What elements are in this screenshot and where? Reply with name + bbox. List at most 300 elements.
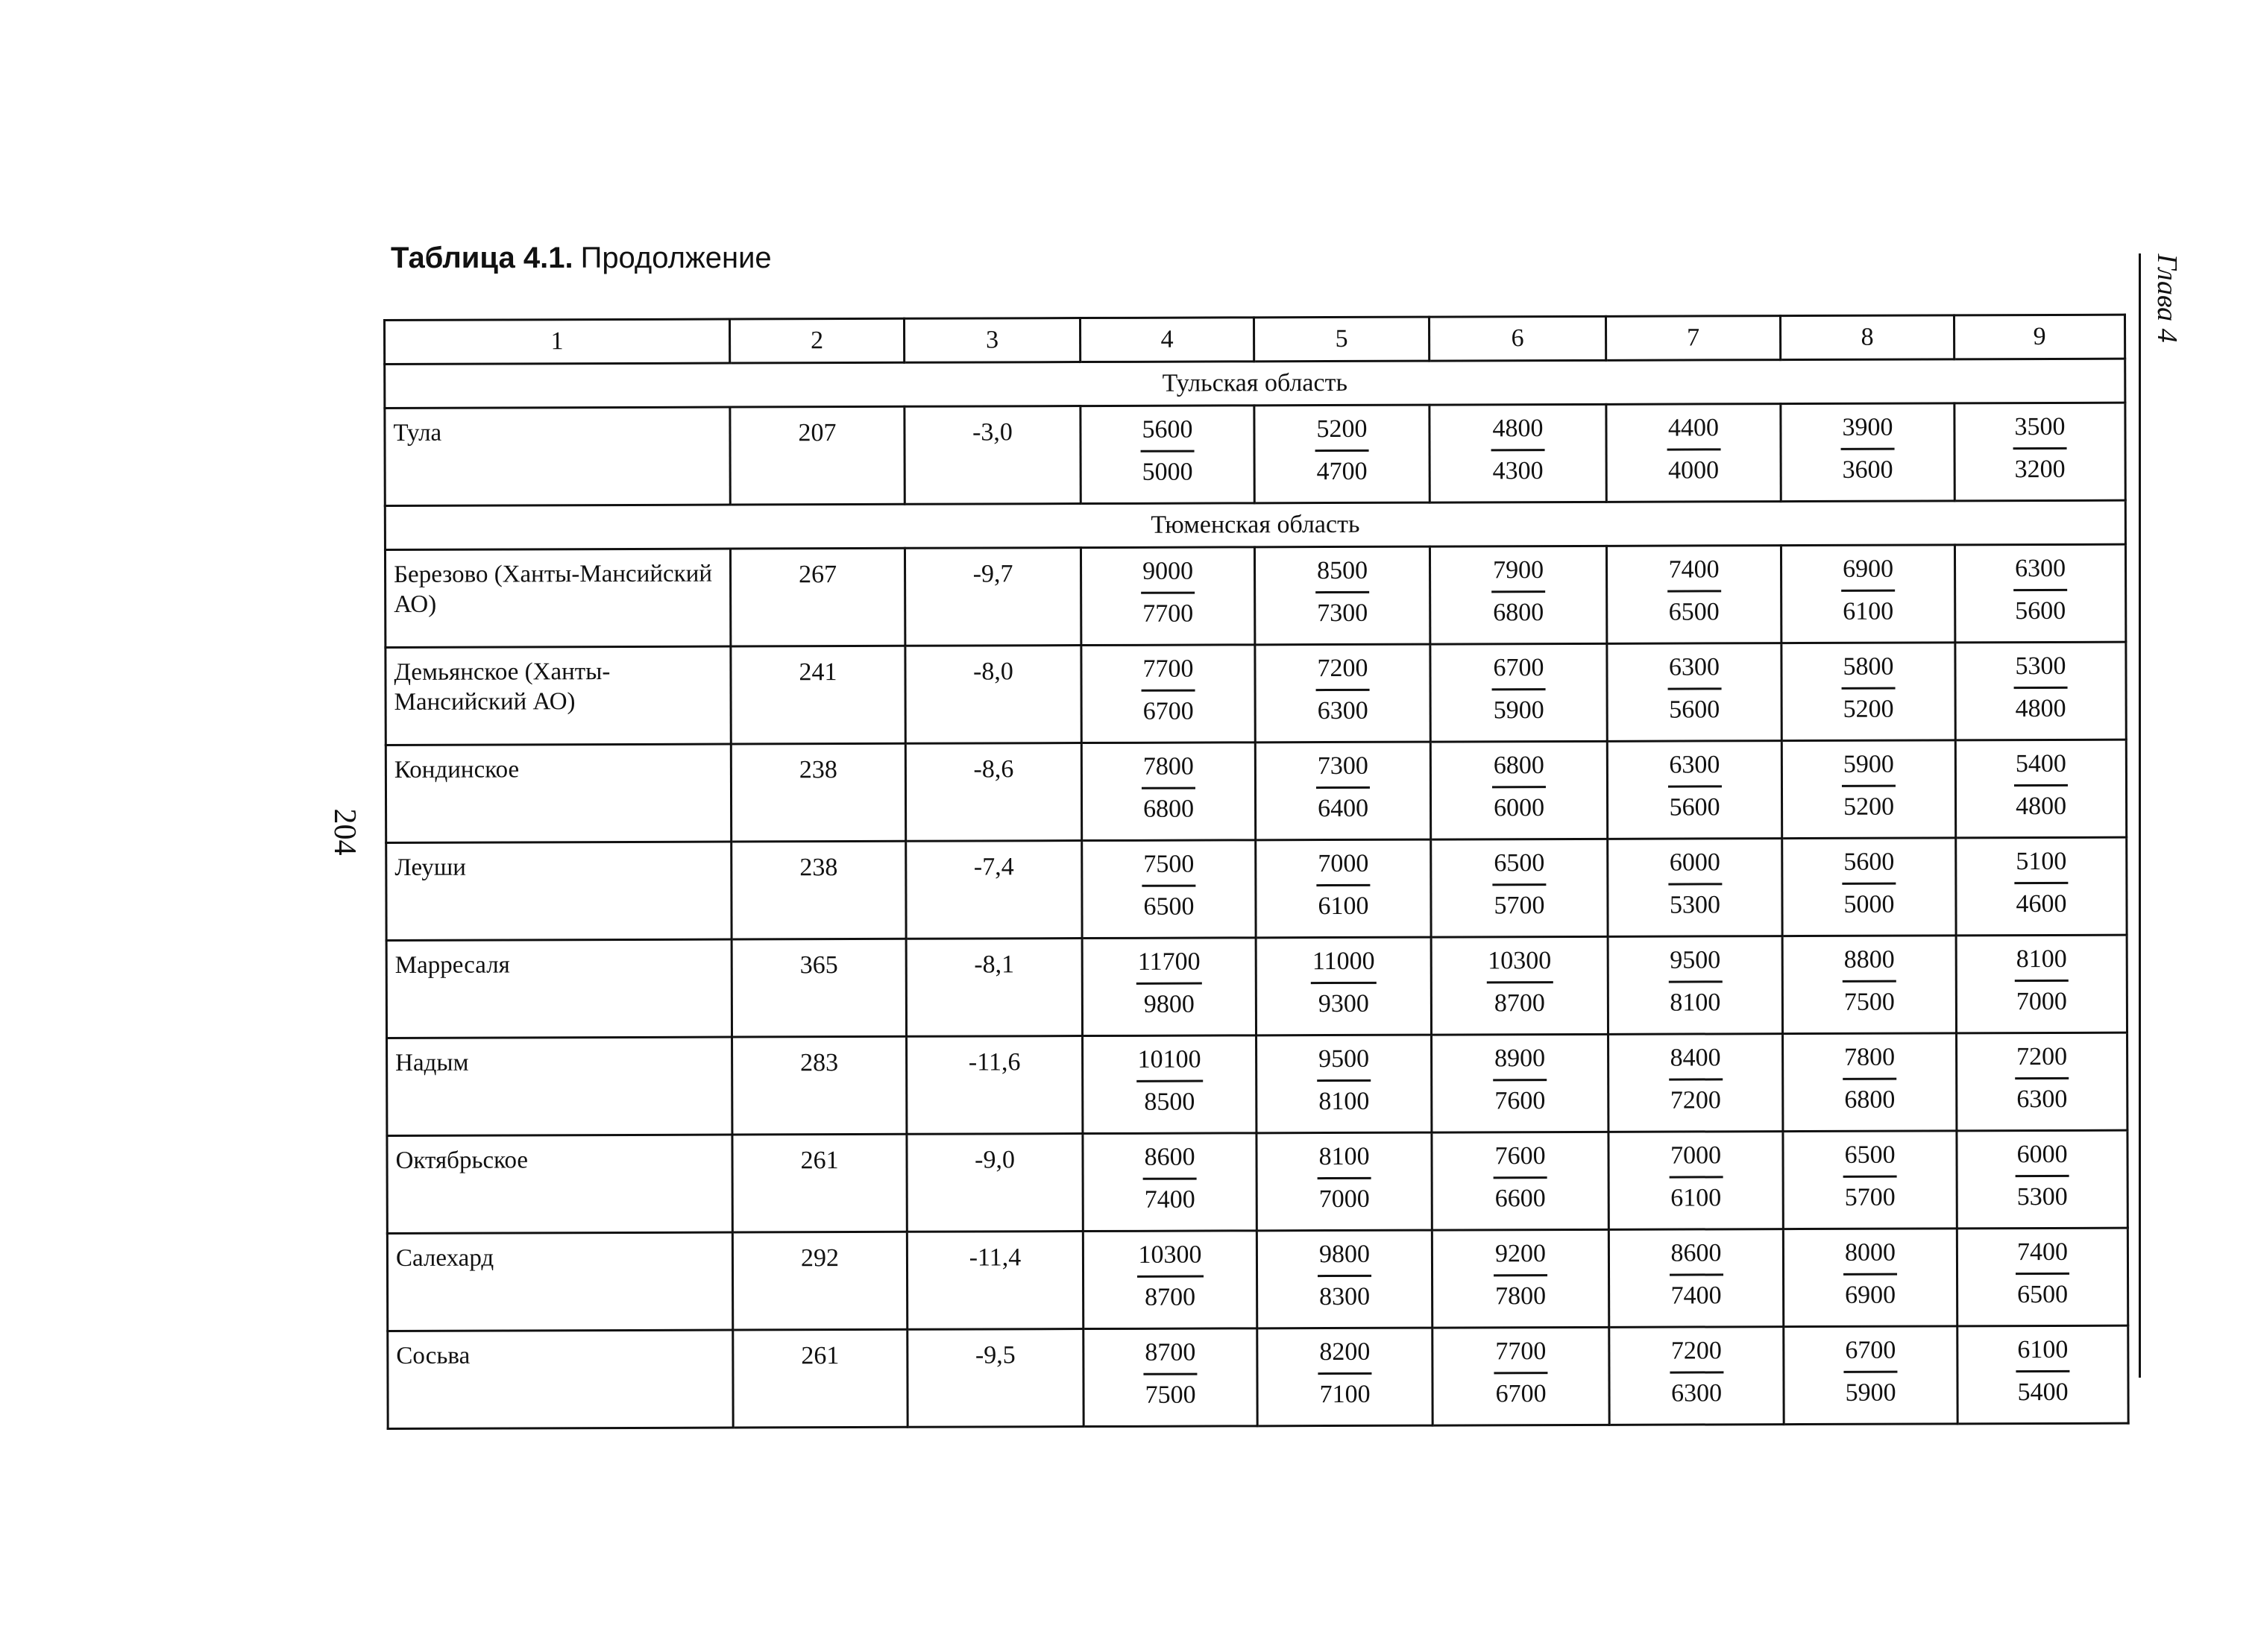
column-3-value: -8,1 xyxy=(906,939,1082,1037)
fraction-denominator: 5000 xyxy=(1843,890,1895,918)
fraction-cell xyxy=(1082,938,1256,1036)
fraction-numerator: 6100 xyxy=(2016,1334,2069,1372)
column-header: 2 xyxy=(730,318,905,363)
fraction-cell xyxy=(1257,1328,1432,1426)
fraction-value xyxy=(2015,1041,2069,1115)
fraction-cell xyxy=(1430,546,1606,644)
fraction-value xyxy=(1315,414,1368,488)
fraction-numerator: 8400 xyxy=(1669,1042,1723,1080)
fraction-cell xyxy=(1608,1132,1783,1230)
fraction-value xyxy=(1841,554,1895,628)
fraction-value xyxy=(1492,848,1546,921)
fraction-value xyxy=(1136,947,1202,1021)
column-header: 3 xyxy=(905,318,1081,363)
fraction-denominator: 7500 xyxy=(1145,1381,1196,1409)
fraction-value xyxy=(1493,1043,1547,1117)
column-header: 8 xyxy=(1780,315,1954,360)
data-table xyxy=(383,314,2130,1430)
fraction-cell xyxy=(1083,1035,1257,1134)
fraction-cell xyxy=(1608,1034,1783,1132)
fraction-value xyxy=(1317,1044,1371,1117)
column-3-value: -11,4 xyxy=(907,1232,1083,1330)
fraction-denominator: 5700 xyxy=(1494,892,1545,920)
fraction-cell xyxy=(1609,1327,1784,1425)
column-3-value: -3,0 xyxy=(905,406,1081,505)
fraction-numerator: 9200 xyxy=(1494,1238,1547,1276)
station-name: Сосьва xyxy=(388,1330,733,1428)
fraction-numerator: 6700 xyxy=(1843,1335,1897,1373)
fraction-cell xyxy=(1783,1229,1957,1327)
fraction-cell xyxy=(1430,643,1607,742)
fraction-numerator: 9000 xyxy=(1141,556,1195,594)
fraction-numerator: 6700 xyxy=(1491,652,1545,690)
fraction-numerator: 7700 xyxy=(1141,654,1195,692)
fraction-cell xyxy=(1783,1131,1957,1229)
fraction-cell xyxy=(1254,405,1430,503)
fraction-denominator: 5000 xyxy=(1142,458,1193,486)
fraction-cell xyxy=(1957,1228,2127,1326)
fraction-value xyxy=(1667,412,1720,486)
table-row xyxy=(388,1325,2128,1428)
fraction-cell xyxy=(1956,837,2127,936)
fraction-denominator: 7800 xyxy=(1495,1282,1547,1311)
region-header-row xyxy=(385,500,2125,549)
fraction-numerator: 8200 xyxy=(1318,1337,1371,1375)
fraction-denominator: 7000 xyxy=(2016,987,2067,1016)
fraction-numerator: 8700 xyxy=(1143,1337,1197,1375)
fraction-denominator: 5300 xyxy=(1669,891,1721,919)
fraction-value xyxy=(1318,1337,1371,1410)
fraction-denominator: 7000 xyxy=(1318,1185,1370,1214)
fraction-value xyxy=(1494,1336,1547,1410)
fraction-denominator: 8100 xyxy=(1670,989,1721,1017)
fraction-numerator: 3900 xyxy=(1840,412,1894,450)
fraction-value xyxy=(1315,555,1369,629)
station-name: Октябрьское xyxy=(387,1135,732,1233)
fraction-denominator: 6800 xyxy=(1844,1085,1896,1114)
fraction-cell xyxy=(1431,839,1608,937)
column-2-value: 238 xyxy=(731,743,905,842)
station-name: Демьянское (Ханты-Мансийский АО) xyxy=(386,646,731,745)
column-2-value: 238 xyxy=(732,841,906,939)
fraction-numerator: 7800 xyxy=(1843,1042,1896,1080)
fraction-denominator: 4300 xyxy=(1492,457,1544,485)
fraction-value xyxy=(2013,651,2067,725)
fraction-value xyxy=(1136,1240,1203,1314)
fraction-numerator: 7600 xyxy=(1493,1141,1547,1179)
fraction-numerator: 7700 xyxy=(1494,1336,1547,1374)
chapter-label: Глава 4 xyxy=(2151,253,2183,343)
fraction-cell xyxy=(1432,1132,1608,1230)
table-row xyxy=(386,837,2127,940)
fraction-denominator: 3200 xyxy=(2014,455,2066,484)
fraction-numerator: 7400 xyxy=(2016,1237,2069,1275)
column-3-value: -11,6 xyxy=(907,1036,1083,1135)
fraction-numerator: 10300 xyxy=(1136,1240,1203,1278)
fraction-numerator: 8100 xyxy=(2015,944,2069,982)
table-caption-label: Таблица 4.1. xyxy=(391,242,573,274)
fraction-cell xyxy=(1083,1231,1257,1329)
chapter-side-rule xyxy=(2139,253,2141,1378)
table-row xyxy=(385,544,2125,647)
fraction-cell xyxy=(1257,1035,1432,1133)
fraction-numerator: 9800 xyxy=(1318,1239,1371,1277)
fraction-cell xyxy=(1081,645,1255,743)
column-3-value: -9,0 xyxy=(907,1134,1083,1232)
fraction-value xyxy=(1492,750,1546,824)
fraction-denominator: 5900 xyxy=(1493,696,1544,725)
fraction-numerator: 5200 xyxy=(1315,414,1368,452)
column-2-value: 261 xyxy=(732,1134,907,1232)
fraction-cell xyxy=(1081,743,1255,841)
fraction-value xyxy=(1843,1335,1897,1409)
fraction-cell xyxy=(1257,1230,1432,1328)
table-body xyxy=(385,315,2129,1428)
fraction-denominator: 6700 xyxy=(1495,1380,1547,1408)
fraction-numerator: 6300 xyxy=(1667,652,1721,690)
fraction-cell xyxy=(1957,1032,2127,1131)
fraction-cell xyxy=(1955,740,2126,838)
fraction-cell xyxy=(1256,937,1431,1035)
fraction-value xyxy=(1143,1337,1197,1411)
fraction-value xyxy=(1840,412,1894,486)
fraction-numerator: 11700 xyxy=(1136,947,1202,985)
fraction-cell xyxy=(1608,1229,1783,1328)
fraction-value xyxy=(1670,1335,1723,1409)
fraction-numerator: 5400 xyxy=(2014,748,2068,786)
fraction-numerator: 8800 xyxy=(1843,945,1896,983)
fraction-denominator: 7700 xyxy=(1142,599,1194,628)
fraction-numerator: 11000 xyxy=(1311,946,1377,984)
fraction-numerator: 6900 xyxy=(1841,554,1895,592)
fraction-denominator: 7400 xyxy=(1670,1281,1722,1310)
fraction-numerator: 10100 xyxy=(1136,1044,1203,1082)
fraction-value xyxy=(1667,554,1721,628)
fraction-numerator: 5100 xyxy=(2014,846,2068,884)
column-2-value: 241 xyxy=(731,646,905,744)
column-2-value: 283 xyxy=(732,1036,907,1135)
table-row xyxy=(386,642,2126,745)
fraction-value xyxy=(2013,553,2067,627)
fraction-value xyxy=(1142,751,1195,825)
fraction-denominator: 7300 xyxy=(1317,599,1368,628)
column-3-value: -8,0 xyxy=(905,646,1081,744)
table-row xyxy=(385,403,2125,505)
column-header: 5 xyxy=(1254,317,1429,362)
station-name: Салехард xyxy=(387,1232,732,1331)
fraction-value xyxy=(1494,1238,1547,1312)
fraction-denominator: 8700 xyxy=(1494,989,1545,1018)
fraction-denominator: 5600 xyxy=(2015,596,2066,625)
fraction-value xyxy=(1842,749,1896,823)
fraction-cell xyxy=(1781,545,1954,643)
fraction-denominator: 8300 xyxy=(1319,1282,1371,1311)
fraction-value xyxy=(2015,944,2069,1018)
fraction-value xyxy=(1141,556,1195,630)
fraction-cell xyxy=(1606,404,1781,502)
fraction-numerator: 8600 xyxy=(1142,1142,1196,1180)
fraction-numerator: 3500 xyxy=(2013,412,2066,450)
fraction-cell xyxy=(1081,547,1254,646)
fraction-value xyxy=(1843,945,1896,1018)
column-3-value: -7,4 xyxy=(906,841,1082,939)
fraction-value xyxy=(1140,414,1194,488)
fraction-denominator: 6700 xyxy=(1142,697,1194,725)
column-3-value: -9,7 xyxy=(905,548,1081,646)
fraction-denominator: 5400 xyxy=(2017,1378,2069,1407)
column-2-value: 267 xyxy=(730,548,905,646)
fraction-numerator: 4800 xyxy=(1491,413,1544,451)
fraction-value xyxy=(1668,945,1722,1018)
fraction-numerator: 5600 xyxy=(1140,414,1194,453)
fraction-numerator: 7900 xyxy=(1491,555,1545,593)
fraction-denominator: 6500 xyxy=(1143,892,1195,921)
column-header: 1 xyxy=(385,319,730,364)
fraction-numerator: 8100 xyxy=(1317,1141,1371,1179)
fraction-denominator: 5700 xyxy=(1844,1183,1896,1211)
fraction-numerator: 8900 xyxy=(1493,1043,1547,1081)
fraction-value xyxy=(1142,1142,1196,1216)
fraction-denominator: 4800 xyxy=(2015,694,2066,723)
fraction-denominator: 6500 xyxy=(1668,598,1720,626)
fraction-denominator: 7500 xyxy=(1843,988,1895,1016)
fraction-numerator: 6000 xyxy=(1668,847,1722,885)
table-caption-continuation: Продолжение xyxy=(580,242,772,274)
fraction-cell xyxy=(1781,403,1954,502)
fraction-value xyxy=(1667,652,1721,725)
fraction-denominator: 6900 xyxy=(1845,1281,1896,1309)
fraction-denominator: 4600 xyxy=(2016,889,2067,918)
fraction-value xyxy=(1843,1042,1896,1116)
fraction-numerator: 9500 xyxy=(1317,1044,1371,1082)
fraction-value xyxy=(1316,751,1370,825)
fraction-value xyxy=(1669,1042,1723,1116)
fraction-value xyxy=(2016,1237,2069,1311)
fraction-cell xyxy=(1084,1328,1257,1427)
fraction-numerator: 5800 xyxy=(1841,652,1895,690)
fraction-cell xyxy=(1781,740,1955,839)
fraction-value xyxy=(1317,1141,1371,1215)
fraction-cell xyxy=(1606,546,1781,644)
fraction-denominator: 9800 xyxy=(1143,990,1195,1018)
fraction-denominator: 4700 xyxy=(1316,457,1368,486)
fraction-cell xyxy=(1255,742,1430,840)
fraction-denominator: 6800 xyxy=(1143,795,1195,823)
table-row xyxy=(386,935,2127,1038)
column-3-value: -9,5 xyxy=(908,1329,1084,1428)
fraction-denominator: 6500 xyxy=(2017,1280,2069,1309)
region-name: Тюменская область xyxy=(385,500,2125,549)
fraction-cell xyxy=(1432,1229,1608,1328)
fraction-denominator: 8100 xyxy=(1318,1087,1370,1116)
column-2-value: 207 xyxy=(730,406,905,505)
fraction-cell xyxy=(1608,839,1782,937)
column-number-header-row xyxy=(385,315,2125,364)
fraction-denominator: 6100 xyxy=(1843,597,1894,625)
fraction-numerator: 6500 xyxy=(1843,1140,1896,1178)
station-name: Надым xyxy=(387,1037,732,1135)
fraction-cell xyxy=(1608,936,1782,1035)
fraction-cell xyxy=(1431,936,1608,1035)
fraction-cell xyxy=(1782,838,1956,936)
fraction-numerator: 7800 xyxy=(1142,751,1195,789)
fraction-cell xyxy=(1956,935,2127,1033)
fraction-denominator: 5300 xyxy=(2016,1182,2068,1211)
station-name: Березово (Ханты-Мансийский АО) xyxy=(385,549,730,647)
fraction-cell xyxy=(1430,404,1606,502)
fraction-cell xyxy=(1081,406,1254,504)
fraction-denominator: 7400 xyxy=(1144,1185,1195,1214)
fraction-cell xyxy=(1255,644,1430,743)
fraction-numerator: 6800 xyxy=(1492,750,1546,788)
fraction-cell xyxy=(1782,936,1956,1034)
fraction-numerator: 7500 xyxy=(1142,849,1195,887)
fraction-cell xyxy=(1957,1130,2127,1229)
fraction-numerator: 5600 xyxy=(1842,847,1896,885)
fraction-cell xyxy=(1254,546,1430,645)
fraction-denominator: 5600 xyxy=(1669,696,1720,724)
fraction-cell xyxy=(1954,544,2125,643)
fraction-cell xyxy=(1955,642,2126,740)
fraction-denominator: 6300 xyxy=(1670,1379,1723,1407)
station-name: Тула xyxy=(385,407,730,505)
fraction-numerator: 7300 xyxy=(1316,751,1370,789)
fraction-numerator: 7200 xyxy=(1315,653,1369,691)
fraction-denominator: 5200 xyxy=(1843,792,1895,821)
fraction-numerator: 7200 xyxy=(2015,1041,2069,1079)
fraction-cell xyxy=(1784,1326,1957,1425)
fraction-numerator: 7000 xyxy=(1316,848,1370,886)
fraction-cell xyxy=(1957,1325,2128,1424)
fraction-cell xyxy=(1432,1034,1608,1132)
fraction-value xyxy=(1491,413,1544,487)
fraction-denominator: 4800 xyxy=(2016,792,2067,821)
column-header: 7 xyxy=(1605,316,1780,361)
fraction-denominator: 6000 xyxy=(1494,794,1545,822)
fraction-numerator: 10300 xyxy=(1486,945,1553,983)
fraction-denominator: 7200 xyxy=(1670,1086,1721,1115)
table-row xyxy=(386,740,2126,842)
fraction-value xyxy=(2014,846,2068,920)
fraction-numerator: 8500 xyxy=(1315,555,1369,593)
fraction-value xyxy=(1136,1044,1203,1118)
fraction-cell xyxy=(1432,1327,1609,1425)
column-header: 9 xyxy=(1954,315,2125,359)
fraction-value xyxy=(1843,1238,1897,1311)
station-name: Марресаля xyxy=(386,939,732,1038)
fraction-cell xyxy=(1607,741,1781,839)
fraction-cell xyxy=(1607,643,1781,742)
table-row xyxy=(387,1228,2127,1331)
fraction-value xyxy=(2015,1139,2069,1213)
column-header: 6 xyxy=(1429,316,1605,361)
fraction-value xyxy=(1843,1140,1896,1214)
fraction-numerator: 5900 xyxy=(1842,749,1896,787)
fraction-numerator: 5300 xyxy=(2013,651,2067,689)
fraction-denominator: 6600 xyxy=(1494,1185,1546,1213)
fraction-denominator: 6800 xyxy=(1493,599,1544,627)
fraction-numerator: 8000 xyxy=(1843,1238,1897,1276)
region-header-row xyxy=(385,359,2125,408)
fraction-numerator: 8600 xyxy=(1669,1238,1723,1276)
table-row xyxy=(387,1130,2127,1233)
fraction-denominator: 4000 xyxy=(1668,456,1720,485)
station-name: Леуши xyxy=(386,842,732,940)
fraction-value xyxy=(1141,654,1195,728)
fraction-cell xyxy=(1430,741,1607,839)
fraction-value xyxy=(1315,653,1369,727)
fraction-value xyxy=(1669,1140,1723,1214)
fraction-value xyxy=(1669,1238,1723,1311)
fraction-value xyxy=(2014,748,2068,822)
region-name: Тульская область xyxy=(385,359,2125,408)
fraction-value xyxy=(1841,652,1895,725)
fraction-value xyxy=(1493,1141,1547,1214)
fraction-denominator: 7100 xyxy=(1319,1380,1371,1409)
fraction-denominator: 6300 xyxy=(2016,1085,2068,1114)
fraction-cell xyxy=(1783,1033,1957,1132)
column-header: 4 xyxy=(1081,318,1254,362)
fraction-value xyxy=(1491,652,1545,726)
fraction-cell xyxy=(1954,403,2125,501)
fraction-numerator: 6000 xyxy=(2015,1139,2069,1177)
column-3-value: -8,6 xyxy=(905,743,1081,842)
fraction-denominator: 8500 xyxy=(1144,1088,1195,1116)
fraction-numerator: 7200 xyxy=(1670,1335,1723,1373)
fraction-value xyxy=(1142,849,1195,923)
column-2-value: 365 xyxy=(732,939,906,1037)
fraction-numerator: 4400 xyxy=(1667,412,1720,450)
table-row xyxy=(387,1032,2127,1135)
fraction-value xyxy=(1491,555,1545,628)
fraction-value xyxy=(1668,847,1722,921)
column-2-value: 292 xyxy=(732,1232,907,1330)
fraction-denominator: 3600 xyxy=(1842,455,1893,484)
fraction-denominator: 6100 xyxy=(1318,892,1369,921)
fraction-numerator: 7000 xyxy=(1669,1140,1723,1178)
fraction-value xyxy=(1318,1239,1371,1313)
fraction-denominator: 8700 xyxy=(1145,1283,1196,1311)
fraction-value xyxy=(1316,848,1370,922)
table-caption xyxy=(391,240,772,276)
fraction-denominator: 5200 xyxy=(1843,695,1894,723)
fraction-cell xyxy=(1083,1133,1257,1232)
fraction-denominator: 5900 xyxy=(1845,1378,1896,1407)
fraction-value xyxy=(1667,749,1721,823)
fraction-numerator: 7400 xyxy=(1667,554,1721,592)
data-table-wrapper xyxy=(383,314,2127,1430)
fraction-denominator: 9300 xyxy=(1318,989,1369,1018)
fraction-denominator: 7600 xyxy=(1494,1087,1546,1115)
page-number: 204 xyxy=(327,808,362,856)
station-name: Кондинское xyxy=(386,744,731,842)
fraction-cell xyxy=(1256,839,1431,938)
fraction-denominator: 6400 xyxy=(1318,794,1369,823)
fraction-denominator: 6300 xyxy=(1317,696,1368,725)
fraction-numerator: 6300 xyxy=(2013,553,2067,591)
fraction-value xyxy=(1311,946,1377,1020)
fraction-value xyxy=(1486,945,1553,1019)
fraction-numerator: 9500 xyxy=(1668,945,1722,983)
fraction-numerator: 6300 xyxy=(1667,749,1721,787)
fraction-cell xyxy=(1257,1132,1432,1231)
fraction-value xyxy=(2013,412,2066,485)
fraction-denominator: 6100 xyxy=(1670,1184,1722,1212)
fraction-numerator: 6500 xyxy=(1492,848,1546,886)
fraction-value xyxy=(1842,847,1896,921)
fraction-cell xyxy=(1082,840,1256,939)
column-2-value: 261 xyxy=(733,1329,908,1428)
